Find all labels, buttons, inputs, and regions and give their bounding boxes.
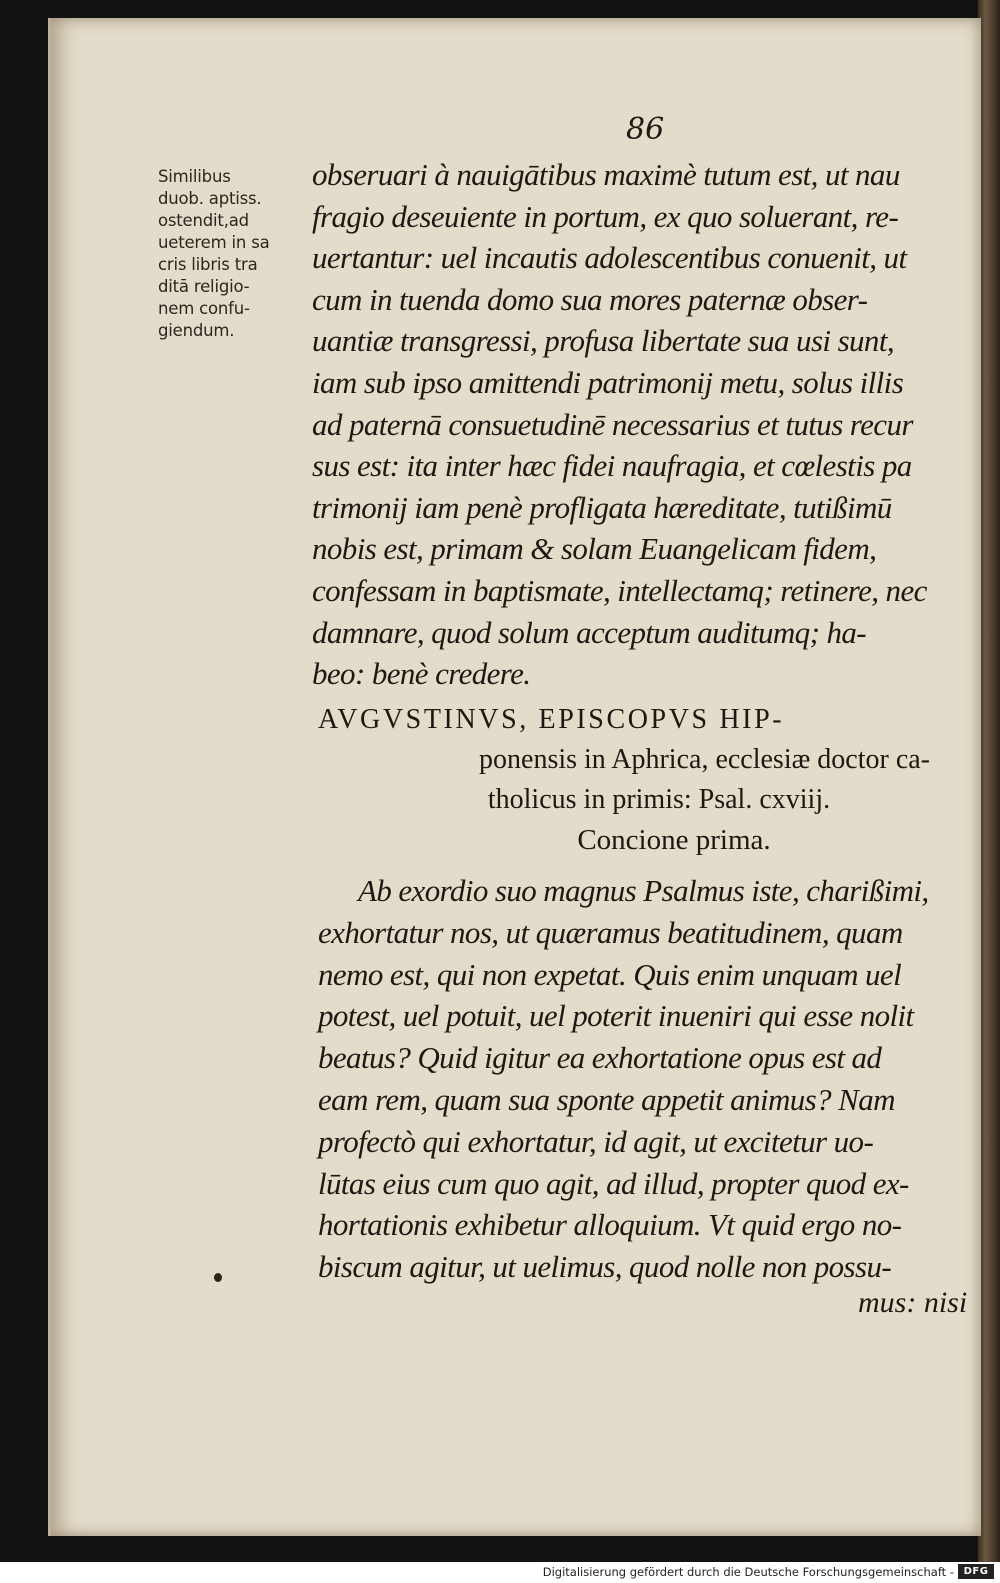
body-line: ad paternā consuetudinē necessarius et tutus recur [312, 406, 913, 442]
sermon-line: nemo est, qui non expetat. Quis enim unquam uel [318, 956, 902, 992]
body-line: uertantur: uel incautis adolescentibus conuenit, ut [312, 240, 907, 276]
sermon-line: exhortatur nos, ut quæramus beatitudinem, quam [318, 914, 903, 950]
ink-mark [214, 1273, 222, 1282]
sermon-line: beatus? Quid igitur ea exhortatione opus est ad [318, 1040, 882, 1076]
body-line: uantiæ transgressi, profusa libertate sua usi sunt, [312, 323, 894, 359]
dfg-logo: DFG [958, 1564, 994, 1579]
sermon-line: eam rem, quam sua sponte appetit animus? Nam [318, 1081, 895, 1117]
marginal-note-line: ostendit,ad [158, 211, 249, 230]
marginal-note [158, 166, 308, 342]
marginal-note-line: cris libris tra [158, 255, 258, 274]
marginal-note-line: giendum. [158, 321, 235, 340]
marginal-note-line: duob. aptiss. [158, 189, 262, 208]
marginal-note-line: nem confu- [158, 299, 250, 318]
marginal-note-line: ditā religio- [158, 277, 250, 296]
body-paragraph [312, 154, 972, 695]
section-heading [318, 700, 970, 860]
sermon-line: biscum agitur, ut uelimus, quod nolle non possu- [318, 1249, 892, 1285]
book-spine-edge [978, 0, 1000, 1562]
heading-line: AVGVSTINVS, EPISCOPVS HIP- [318, 704, 785, 735]
sermon-line: Ab exordio suo magnus Psalmus iste, charißimi, [358, 873, 929, 908]
body-line: trimonij iam penè profligata hæreditate, tutißimū [312, 489, 892, 525]
page-number: 86 [626, 112, 665, 147]
marginal-note-line: Similibus [158, 167, 231, 186]
heading-line: Concione prima. [577, 824, 771, 856]
sermon-line: potest, uel potuit, uel poterit inueniri qui esse nolit [318, 998, 914, 1034]
sermon-paragraph [318, 870, 973, 1288]
body-line: sus est: ita inter hæc fidei naufragia, et cœlestis pa [312, 448, 912, 484]
body-line: nobis est, primam & solam Euangelicam fidem, [312, 531, 877, 567]
catchword: mus: nisi [858, 1286, 968, 1319]
sermon-line: hortationis exhibetur alloquium. Vt quid ergo no- [318, 1207, 902, 1243]
marginal-note-line: ueterem in sa [158, 233, 270, 252]
heading-line: ponensis in Aphrica, ecclesiæ doctor ca- [479, 744, 930, 775]
body-line: damnare, quod solum acceptum auditumq; ha- [312, 614, 866, 650]
heading-line: tholicus in primis: Psal. cxviij. [487, 784, 831, 815]
body-line: cum in tuenda domo sua mores paternæ obser- [312, 281, 868, 317]
body-line: obseruari à nauigātibus maximè tutum est, ut nau [312, 157, 900, 192]
sermon-line: profectò qui exhortatur, id agit, ut excitetur uo- [318, 1123, 874, 1159]
footer-credit: Digitalisierung gefördert durch die Deutsche Forschungsgemeinschaft - [542, 1565, 954, 1579]
sermon-line: lūtas eius cum quo agit, ad illud, propter quod ex- [318, 1165, 909, 1201]
body-line: beo: benè credere. [312, 656, 531, 692]
body-line: fragio deseuiente in portum, ex quo soluerant, re- [312, 198, 899, 234]
body-line: confessam in baptismate, intellectamq; retinere, nec [312, 572, 927, 608]
body-line: iam sub ipso amittendi patrimonij metu, solus illis [312, 364, 904, 400]
